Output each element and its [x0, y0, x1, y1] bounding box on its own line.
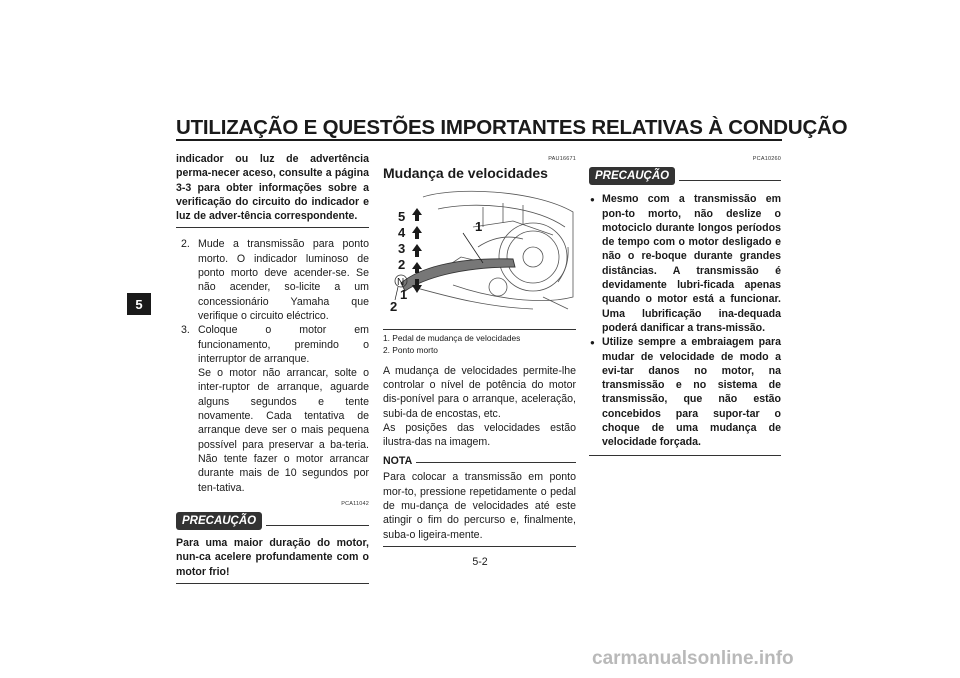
- gear-label-neutral: N: [397, 276, 405, 288]
- caution-header: [176, 511, 369, 531]
- step-continuation: Se o motor não arrancar, solte o inter-ruptor de arranque, aguarde alguns segundos e tente novamente. Cada tentativa de arranque deve ser o mais pequena possível para preservar a ba-teria. Não tente fazer o motor arrancar durante mais de 10 segundos por ten-tativa.: [198, 367, 369, 494]
- chapter-tab: 5: [127, 293, 151, 315]
- callout-label-pedal: 1: [475, 218, 483, 234]
- step-number: 3.: [181, 324, 190, 337]
- caption-1: 1. Pedal de mudança de velocidades: [383, 332, 521, 343]
- step-text: Mude a transmissão para ponto morto. O indicador luminoso de ponto morto deve acender-se. Se não acender, so-licite a um concessionário Yamaha que verifique o circuito eléctrico.: [198, 238, 369, 322]
- note-header: [383, 452, 576, 470]
- caution-text: Para uma maior duração do motor, nun-ca acelere profundamente com o motor frio!: [176, 537, 369, 578]
- left-column: [176, 152, 369, 584]
- gear-label-3: 3: [398, 240, 406, 256]
- step-text: Coloque o motor em funcionamento, premindo o interruptor de arranque.: [198, 324, 369, 365]
- right-column: [589, 152, 781, 456]
- watermark: carmanualsonline.info: [592, 648, 794, 669]
- bullet-icon: ●: [590, 338, 595, 348]
- callout-label-neutral: 2: [390, 298, 398, 314]
- divider: [383, 329, 576, 330]
- list-item: [176, 323, 369, 366]
- section-code: PAU16671: [548, 156, 576, 162]
- bullet-text: Mesmo com a transmissão em pon-to morto, não deslize o motociclo durante longos períodos de tempo com o motor desligado e não o re-boque durante grandes distâncias. A transmissão é devidamente lubri-ficada apenas quando o motor está a funcionar. Uma lubrificação ina-dequada poderá danificar a trans-missão.: [602, 193, 781, 334]
- divider: [589, 455, 781, 456]
- caution-label: PRECAUÇÃO: [176, 512, 262, 530]
- body-paragraph: A mudança de velocidades permite-lhe controlar o nível de potência do motor dis-ponível para o arranque, aceleração, subi-da de encostas, etc.: [383, 364, 576, 420]
- divider: [383, 546, 576, 547]
- gear-label-5: 5: [398, 208, 406, 224]
- list-item: [589, 192, 781, 335]
- bullet-text: Utilize sempre a embraiagem para mudar de velocidade de modo a evi-tar danos no motor, na transmissão e no sistema de transmissão, que não estão concebidos para supor-tar o choque de uma mudança de velocidade forçada.: [602, 336, 781, 449]
- step-number: 2.: [181, 238, 190, 251]
- note-text: Para colocar a transmissão em ponto mor-to, pressione repetidamente o pedal de mu-dança de velocidades até este atingir o fim do percurso e, finalmente, suba-o ligeira-mente.: [383, 471, 576, 541]
- bullet-icon: ●: [590, 195, 595, 205]
- section-title: Mudança de velocidades: [383, 165, 548, 182]
- list-item: [589, 335, 781, 449]
- page-number: 5-2: [472, 556, 488, 568]
- caution-label: PRECAUÇÃO: [589, 167, 675, 185]
- header-rule: [176, 139, 782, 141]
- gear-shift-diagram: [383, 187, 576, 325]
- page-title: UTILIZAÇÃO E QUESTÕES IMPORTANTES RELATIVAS À CONDUÇÃO: [176, 116, 848, 139]
- divider: [176, 227, 369, 228]
- note-label: NOTA: [383, 455, 413, 468]
- body-paragraph: As posições das velocidades estão ilustra-das na imagem.: [383, 421, 576, 449]
- list-item: [176, 237, 369, 323]
- caution-code: PCA10260: [752, 156, 781, 162]
- gear-label-1: 1: [400, 286, 408, 302]
- gear-label-4: 4: [398, 224, 406, 240]
- caution-code: PCA11042: [341, 500, 369, 507]
- list-item: [176, 366, 369, 495]
- caption-2: 2. Ponto morto: [383, 345, 438, 356]
- intro-paragraph: indicador ou luz de advertência perma-necer aceso, consulte a página 3-3 para obter informações sobre a verificação do circuito do indicador e luz de adver-tência correspondente.: [176, 153, 369, 223]
- caution-header: [589, 166, 781, 186]
- gear-label-2: 2: [398, 256, 406, 272]
- divider: [176, 583, 369, 584]
- middle-column: [383, 152, 576, 547]
